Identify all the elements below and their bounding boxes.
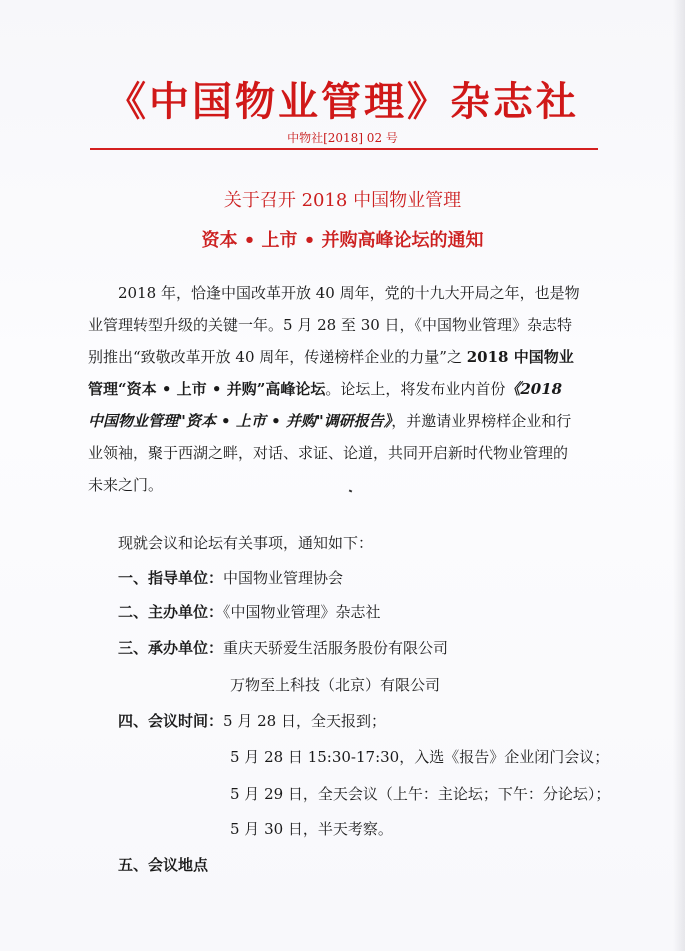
item-time-value-4: 5 月 30 日，半天考察。 (230, 820, 393, 838)
notice-title-line-1: 关于召开 2018 中国物业管理 (223, 190, 462, 211)
paragraph-1-line-5 (88, 406, 608, 436)
forum-name-part-1: 2018 中国物业 (466, 348, 574, 366)
item-organizer-value-2: 万物至上科技（北京）有限公司 (230, 676, 441, 694)
paragraph-1-line-7: 未来之门。 (88, 476, 164, 494)
paragraph-1-line-2: 业管理转型升级的关键一年。5 月 28 至 30 日，《中国物业管理》杂志特 (88, 316, 573, 334)
report-title-part-1: 《2018 (505, 380, 563, 398)
document-number: 中物社[2018] 02 号 (287, 131, 398, 145)
red-divider-line (90, 148, 598, 150)
item-host-unit (118, 597, 638, 627)
item-host-head: 二、主办单位： (118, 603, 224, 621)
paragraph-1-line-1: 2018 年，恰逢中国改革开放 40 周年，党的十九大开局之年，也是物 (118, 284, 580, 302)
item-host-value: 《中国物业管理》杂志社 (223, 603, 381, 621)
paragraph-1-line-6: 业领袖，聚于西湖之畔，对话、求证、论道，共同开启新时代物业管理的 (88, 444, 569, 462)
item-guide-unit (118, 563, 638, 593)
paragraph-1-line-4-text: 。论坛上，将发布业内首份 (325, 380, 506, 398)
notice-title-line-2: 资本 • 上市 • 并购高峰论坛的通知 (201, 230, 484, 251)
report-title-part-2: 中国物业管理"资本 • 上市 • 并购"调研报告》 (88, 412, 392, 430)
item-time-value-3: 5 月 29 日，全天会议（上午：主论坛；下午：分论坛）； (230, 785, 611, 803)
paragraph-1-line-4 (88, 374, 608, 404)
masthead-title: 《中国物业管理》杂志社 (106, 78, 579, 125)
paragraph-1-line-5-text: ，并邀请业界榜样企业和行 (391, 412, 572, 430)
item-organizer-head: 三、承办单位： (118, 639, 224, 657)
item-meeting-time (118, 706, 638, 736)
item-time-head: 四、会议时间： (118, 712, 224, 730)
item-time-value-1: 5 月 28 日，全天报到； (223, 712, 386, 730)
item-venue-head: 五、会议地点 (118, 856, 209, 874)
forum-name-part-2: 管理“资本 • 上市 • 并购”高峰论坛 (88, 380, 326, 398)
paragraph-1-line-3 (88, 342, 608, 372)
paragraph-1-line-3-text: 别推出“致敬改革开放 40 周年，传递榜样企业的力量”之 (88, 348, 467, 366)
item-organizer-unit (118, 633, 638, 663)
item-time-value-2: 5 月 28 日 15:30-17:30，入选《报告》企业闭门会议； (230, 748, 610, 766)
item-organizer-value-1: 重庆天骄爱生活服务股份有限公司 (223, 639, 449, 657)
item-guide-head: 一、指导单位： (118, 569, 224, 587)
paragraph-2: 现就会议和论坛有关事项，通知如下： (118, 534, 374, 552)
item-guide-value: 中国物业管理协会 (223, 569, 344, 587)
